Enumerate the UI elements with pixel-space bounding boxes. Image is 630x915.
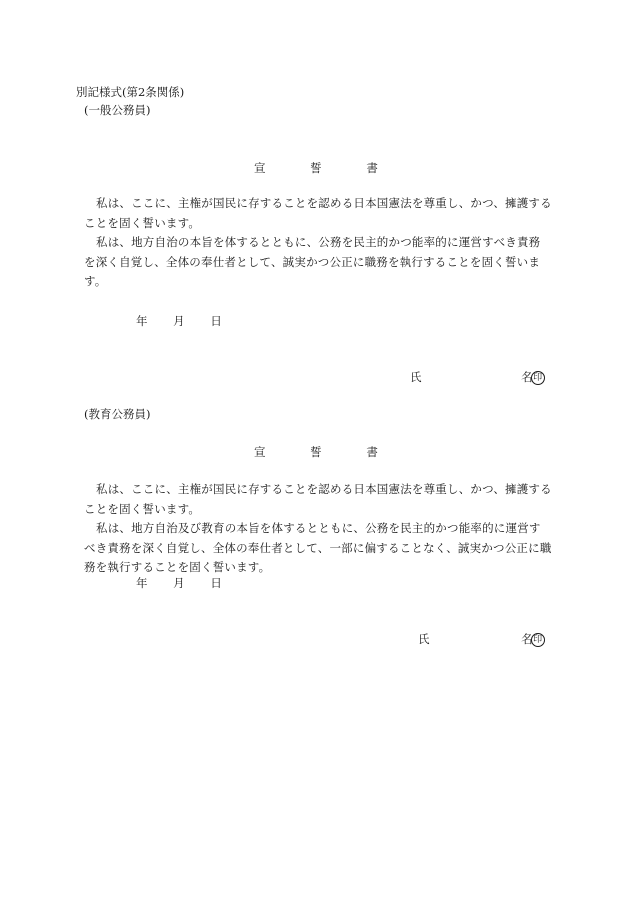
date-year: 年 (136, 576, 148, 590)
category-label: (教育公務員) (84, 407, 151, 421)
oath-paragraph-2: 私は、地方自治及び教育の本旨を体するとともに、公務を民主的かつ能率的に運営すべき責務を深く自覚し、全体の奉仕者として、一部に偏することなく、誠実かつ公正に職務を執行することを固く誓います。 (84, 521, 552, 574)
signature-line (410, 369, 545, 385)
seal-mark: 印 (531, 371, 545, 385)
date-day: 日 (210, 314, 222, 328)
oath-paragraph-1: 私は、ここに、主権が国民に存することを認める日本国憲法を尊重し、かつ、擁護することを固く誓います。 (84, 196, 552, 230)
oath-paragraph-2: 私は、地方自治の本旨を体するとともに、公務を民主的かつ能率的に運営すべき責務を深く自覚し、全体の奉仕者として、誠実かつ公正に職務を執行することを固く誓います。 (84, 235, 541, 288)
title-char-1: 宣 (254, 445, 266, 459)
title-char-1: 宣 (254, 161, 266, 175)
date-line (136, 575, 222, 591)
oath-paragraph-1: 私は、ここに、主権が国民に存することを認める日本国憲法を尊重し、かつ、擁護することを固く誓います。 (84, 482, 552, 516)
document-title (254, 444, 378, 460)
title-char-2: 誓 (310, 161, 322, 175)
oath-body (84, 480, 552, 578)
category-label: (一般公務員) (84, 103, 151, 117)
date-day: 日 (210, 576, 222, 590)
title-char-3: 書 (366, 161, 378, 175)
form-label: 別記様式(第2条関係) (76, 85, 185, 99)
seal-mark: 印 (531, 633, 545, 647)
oath-body (84, 194, 552, 292)
document-title (254, 160, 378, 176)
date-line (136, 313, 222, 329)
signature-name-left: 氏 (410, 370, 422, 384)
date-year: 年 (136, 314, 148, 328)
signature-name-left: 氏 (418, 632, 430, 646)
signature-name-right: 名 (521, 370, 533, 384)
date-month: 月 (173, 576, 185, 590)
signature-name-right: 名 (521, 632, 533, 646)
title-char-2: 誓 (310, 445, 322, 459)
signature-line (418, 631, 545, 647)
date-month: 月 (173, 314, 185, 328)
title-char-3: 書 (366, 445, 378, 459)
